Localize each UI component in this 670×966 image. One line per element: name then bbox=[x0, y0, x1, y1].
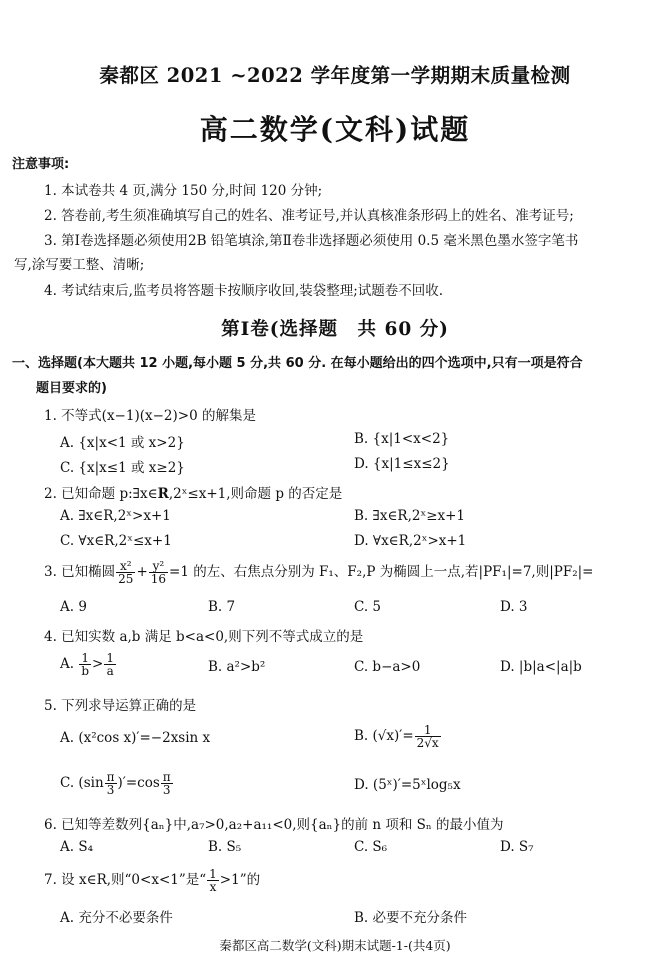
question-4-option-b: B. a²>b² bbox=[208, 659, 266, 675]
section-heading: 一、选择题(本大题共 12 小题,每小题 5 分,共 60 分. 在每小题给出的四个选项中,只有一项是符合 bbox=[12, 356, 583, 371]
fraction-pi-over-three-a: $\frac{\pi}{3}$ bbox=[106, 770, 115, 797]
question-2-stem-pre: 2. 已知命题 p:∃x∈ bbox=[44, 486, 158, 502]
question-3-option-a: A. 9 bbox=[60, 599, 87, 615]
question-1-stem: 1. 不等式(x−1)(x−2)>0 的解集是 bbox=[44, 408, 256, 424]
question-6-stem: 6. 已知等差数列{aₙ}中,a₇>0,a₂+a₁₁<0,则{aₙ}的前 n 项和 Sₙ 的最小值为 bbox=[44, 817, 504, 833]
question-1-option-a: A. {x|x<1 或 x>2} bbox=[60, 435, 185, 451]
note-item-3: 3. 第Ⅰ卷选择题必须使用2B 铅笔填涂,第Ⅱ卷非选择题必须使用 0.5 毫米黑色墨水签字笔书 bbox=[44, 233, 579, 249]
question-2-option-a: A. ∃x∈R,2ˣ>x+1 bbox=[60, 508, 171, 524]
question-7-stem bbox=[44, 868, 260, 893]
question-4-option-a: A. $\frac{1}{b}$ > $\frac{1}{a}$ bbox=[60, 651, 114, 678]
question-3-stem-pre: 3. 已知椭圆 bbox=[44, 564, 116, 580]
question-2-stem-post: ,2ˣ≤x+1,则命题 p 的否定是 bbox=[168, 486, 343, 502]
question-5-option-c: C. (sin $\frac{\pi}{3}$ )′=cos $\frac{\pi}{3}$ bbox=[60, 770, 171, 797]
note-item-2: 2. 答卷前,考生须准确填写自己的姓名、准考证号,并认真核准条形码上的姓名、准考证号; bbox=[44, 208, 574, 224]
ellipse-fraction-x: $\frac{\text{x²}}{25}$ bbox=[118, 559, 134, 586]
question-5-option-b: B. (√x)′= $\frac{1}{2√x}$ bbox=[354, 723, 439, 750]
question-2-option-b: B. ∃x∈R,2ˣ≥x+1 bbox=[354, 508, 466, 524]
fraction-one-over-two-root-x: $\frac{1}{2√x}$ bbox=[416, 723, 439, 750]
exam-header-title: 秦都区 2021 ~2022 学年度第一学期期末质量检测 bbox=[99, 64, 571, 87]
question-6-option-d: D. S₇ bbox=[500, 839, 534, 855]
question-3-option-b: B. 7 bbox=[208, 599, 236, 615]
question-7-option-a: A. 充分不必要条件 bbox=[60, 910, 173, 926]
question-7-option-b: B. 必要不充分条件 bbox=[354, 910, 468, 926]
question-4-stem: 4. 已知实数 a,b 满足 b<a<0,则下列不等式成立的是 bbox=[44, 629, 364, 645]
question-2-stem bbox=[44, 482, 342, 502]
question-3-stem-post: =1 的左、右焦点分别为 F₁、F₂,P 为椭圆上一点,若|PF₁|=7,则|PF₂|= bbox=[169, 564, 594, 580]
question-2-option-c: C. ∀x∈R,2ˣ≤x+1 bbox=[60, 533, 172, 549]
question-7-stem-post: >1”的 bbox=[219, 872, 261, 888]
section-heading-cont: 题目要求的) bbox=[36, 381, 107, 396]
question-1-option-c: C. {x|x≤1 或 x≥2} bbox=[60, 460, 185, 476]
page-footer: 秦都区高二数学(文科)期末试题-1-(共4页) bbox=[219, 938, 451, 953]
question-7-stem-pre: 7. 设 x∈R,则“0<x<1”是“ bbox=[44, 872, 207, 888]
ellipse-fraction-y: $\frac{\text{y²}}{16}$ bbox=[150, 559, 167, 586]
question-3-option-d: D. 3 bbox=[500, 599, 528, 615]
question-6-option-a: A. S₄ bbox=[60, 839, 93, 855]
question-6-option-b: B. S₅ bbox=[208, 839, 242, 855]
question-2-option-d: D. ∀x∈R,2ˣ>x+1 bbox=[354, 533, 467, 549]
question-5-stem: 5. 下列求导运算正确的是 bbox=[44, 698, 197, 714]
question-2-real-set: R bbox=[157, 486, 169, 502]
question-4-option-c: C. b−a>0 bbox=[354, 659, 421, 675]
note-item-3-cont: 写,涂写要工整、清晰; bbox=[14, 257, 145, 273]
question-6-option-c: C. S₆ bbox=[354, 839, 388, 855]
question-3-stem: 3. 已知椭圆 $\frac{\text{x²}}{25}$ + $\frac{\text{y²}}{16}$ =1 的左、右焦点分别为 F₁、F₂,P 为椭圆上一点,若|PF₁|=7,则|PF₂|= bbox=[44, 559, 594, 586]
question-1-option-d: D. {x|1≤x≤2} bbox=[354, 456, 450, 472]
fraction-one-over-x: $\frac{1}{x}$ bbox=[209, 867, 217, 894]
question-1-option-b: B. {x|1<x<2} bbox=[354, 431, 450, 447]
exam-subject-title: 高二数学(文科)试题 bbox=[199, 113, 471, 146]
notes-heading: 注意事项: bbox=[12, 157, 70, 172]
fraction-pi-over-three-b: $\frac{\pi}{3}$ bbox=[162, 770, 171, 797]
note-item-1: 1. 本试卷共 4 页,满分 150 分,时间 120 分钟; bbox=[44, 183, 323, 199]
fraction-one-over-a: $\frac{1}{a}$ bbox=[106, 651, 114, 678]
note-item-4: 4. 考试结束后,监考员将答题卡按顺序收回,装袋整理;试题卷不回收. bbox=[44, 283, 444, 299]
fraction-one-over-b: $\frac{1}{b}$ bbox=[81, 651, 90, 678]
question-4-option-d: D. |b|a<|a|b bbox=[500, 659, 582, 675]
question-5-option-d: D. (5ˣ)′=5ˣlog₅x bbox=[354, 777, 461, 793]
part-one-title: 第Ⅰ卷(选择题 共 60 分) bbox=[221, 319, 449, 340]
question-5-option-a: A. (x²cos x)′=−2xsin x bbox=[60, 730, 211, 746]
question-3-option-c: C. 5 bbox=[354, 599, 382, 615]
